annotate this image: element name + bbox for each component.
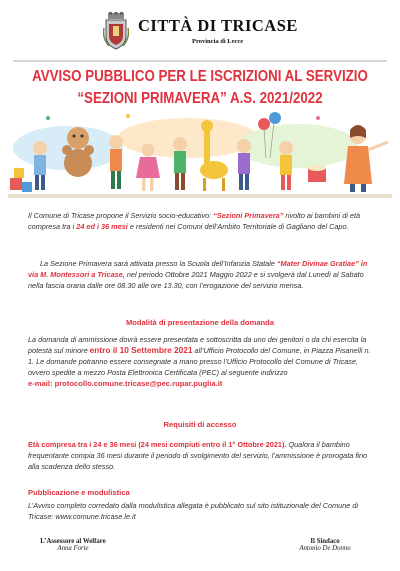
header xyxy=(0,10,400,52)
intro-text-c: rivolto ai bambini di età compresa tra i xyxy=(28,211,361,231)
signature-mayor xyxy=(280,538,370,552)
age-range: 24 ed i 36 mesi xyxy=(76,222,128,231)
publication-heading: Pubblicazione e modulistica xyxy=(28,488,130,497)
school-name: “Mater Divinae Gratiae” in via M. Montessori a Tricase, xyxy=(28,259,368,279)
age-requirement: Età compresa tra i 24 e 36 mesi (24 mesi compiuti entro il 1° Ottobre 2021). xyxy=(28,440,287,449)
notice-title-line1: AVVISO PUBBLICO PER LE ISCRIZIONI AL SERVIZIO xyxy=(32,68,368,85)
presentation-text-a: La domanda di ammissione dovrà essere presentata e sottoscritta da uno dei genitori o da chi esercita la potestà sul minore xyxy=(28,335,367,355)
service-name: “Sezioni Primavera” xyxy=(213,211,284,220)
location-paragraph xyxy=(28,258,374,291)
pec-email-link[interactable]: e-mail: protocollo.comune.tricase@pec.rupar.puglia.it xyxy=(28,379,223,388)
coat-of-arms-icon xyxy=(103,12,129,50)
intro-paragraph xyxy=(28,210,374,232)
requirements-text-b: Qualora il bambino frequentante compia 36 mesi durante il periodo di svolgimento del servizio, l’ammissione è prorogata fino alla scadenza dello stesso. xyxy=(28,440,368,471)
header-divider xyxy=(13,60,387,62)
mayor-name: Antonio De Donno xyxy=(299,545,351,552)
intro-text-a: Il Comune di Tricase propone il Servizio socio-educativo: xyxy=(28,211,214,220)
presentation-paragraph xyxy=(28,334,374,389)
intro-text-e: e residenti nei Comuni dell’Ambito Territoriale di Gagliano del Capo. xyxy=(127,222,349,231)
city-title: CITTÀ DI TRICASE xyxy=(138,16,298,35)
signature-assessor xyxy=(28,538,118,552)
mayor-role: Il Sindaco xyxy=(310,538,340,545)
assessor-role: L’Assessore al Welfare xyxy=(40,538,106,545)
location-text-a: La Sezione Primavera sarà attivata presso la Scuola dell’Infanzia Statale xyxy=(40,259,277,268)
requirements-paragraph xyxy=(28,439,374,472)
children-parade-illustration xyxy=(8,108,392,206)
requirements-heading: Requisiti di accesso xyxy=(163,420,237,429)
province-label: Provincia di Lecce xyxy=(192,38,244,45)
assessor-name: Anna Forte xyxy=(57,545,89,552)
presentation-text-c: all’Ufficio Protocollo del Comune, in Piazza Pisanelli n. 1. Le domande potranno essere consegnate a mano presso l’Ufficio Protocollo del Comune di Tricase, ovvero spedite a mezzo Posta Elettronica Certificata (PEC) al seguente indirizzo xyxy=(28,346,371,377)
publication-paragraph: L’Avviso completo corredato dalla modulistica allegata è pubblicato sul sito istituzionale del Comune di Tricase: www.comune.tricase.le.it xyxy=(28,501,359,521)
notice-title-line2: “SEZIONI PRIMAVERA” A.S. 2021/2022 xyxy=(77,90,323,107)
deadline: entro il 10 Settembre 2021 xyxy=(89,345,193,355)
location-text-c: nel periodo Ottobre 2021 Maggio 2022 e si svolgerà dal Lunedì al Sabato nella fascia oraria dalle ore 08.30 alle ore 13.30, con l’erogazione del servizio mensa. xyxy=(28,270,364,290)
presentation-heading: Modalità di presentazione della domanda xyxy=(125,318,275,327)
